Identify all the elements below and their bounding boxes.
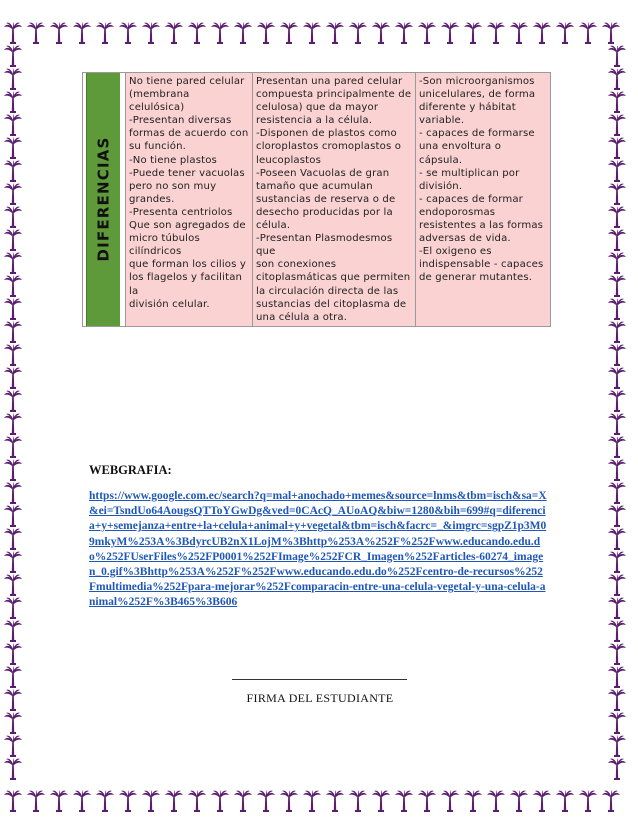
palm-tree-icon xyxy=(4,114,22,136)
palm-tree-icon xyxy=(4,68,22,90)
palm-tree-icon xyxy=(608,712,626,734)
palm-tree-icon xyxy=(510,790,528,812)
palm-tree-icon xyxy=(4,137,22,159)
palm-tree-icon xyxy=(4,229,22,251)
palm-tree-icon xyxy=(27,790,45,812)
palm-tree-icon xyxy=(464,790,482,812)
palm-tree-icon xyxy=(165,22,183,44)
palm-tree-icon xyxy=(4,482,22,504)
palm-tree-icon xyxy=(349,22,367,44)
palm-tree-icon xyxy=(608,45,626,67)
palm-tree-icon xyxy=(608,528,626,550)
cell-animal-text: No tiene pared celular (membrana celulósica) -Presentan diversas formas de acuerdo con su función. -No tiene plastos -Puede tener vacuolas pero no son muy grandes. -Presenta centriolos Que son agregados de micro túbulos cilíndricos que forman los cilios y los flagelos y facilitan la división celular. xyxy=(129,76,249,310)
palm-tree-icon xyxy=(142,790,160,812)
palm-tree-icon xyxy=(119,790,137,812)
cell-plant xyxy=(253,73,416,327)
signature-line xyxy=(232,679,407,680)
palm-tree-icon xyxy=(73,22,91,44)
palm-tree-icon xyxy=(4,22,22,44)
palm-tree-icon xyxy=(4,620,22,642)
palm-tree-icon xyxy=(602,790,620,812)
palm-tree-icon xyxy=(326,22,344,44)
palm-tree-icon xyxy=(4,344,22,366)
palm-tree-icon xyxy=(608,643,626,665)
palm-tree-icon xyxy=(96,790,114,812)
palm-tree-icon xyxy=(303,790,321,812)
palm-tree-icon xyxy=(556,790,574,812)
palm-tree-icon xyxy=(4,790,22,812)
palm-tree-icon xyxy=(349,790,367,812)
palm-tree-icon xyxy=(608,689,626,711)
cell-bacteria-text: -Son microorganismos unicelulares, de forma diferente y hábitat variable. - capaces de formarse una envoltura o cápsula. - se multiplican por división. - capaces de formar endoporosmas resistentes a las formas adversas de vida. -El oxigeno es indispensable - capaces de generar mutantes. xyxy=(419,76,544,284)
palm-tree-icon xyxy=(533,22,551,44)
palm-tree-icon xyxy=(257,22,275,44)
palm-tree-icon xyxy=(602,22,620,44)
palm-tree-icon xyxy=(4,574,22,596)
palm-tree-icon xyxy=(119,22,137,44)
palm-tree-icon xyxy=(608,206,626,228)
palm-tree-icon xyxy=(4,551,22,573)
palm-tree-icon xyxy=(608,758,626,780)
palm-tree-icon xyxy=(280,790,298,812)
palm-tree-icon xyxy=(4,758,22,780)
palm-tree-icon xyxy=(27,22,45,44)
palm-tree-icon xyxy=(4,183,22,205)
palm-tree-icon xyxy=(4,160,22,182)
palm-tree-icon xyxy=(4,91,22,113)
palm-tree-icon xyxy=(608,390,626,412)
palm-tree-icon xyxy=(395,22,413,44)
palm-tree-icon xyxy=(4,712,22,734)
palm-tree-icon xyxy=(441,22,459,44)
palm-tree-icon xyxy=(188,22,206,44)
palm-tree-icon xyxy=(418,22,436,44)
palm-tree-icon xyxy=(326,790,344,812)
palm-tree-icon xyxy=(188,790,206,812)
palm-tree-icon xyxy=(608,298,626,320)
palm-tree-icon xyxy=(142,22,160,44)
palm-tree-icon xyxy=(608,436,626,458)
palm-tree-icon xyxy=(4,390,22,412)
palm-tree-icon xyxy=(4,321,22,343)
palm-tree-icon xyxy=(487,790,505,812)
palm-tree-icon xyxy=(4,735,22,757)
palm-tree-icon xyxy=(608,482,626,504)
palm-tree-icon xyxy=(608,735,626,757)
palm-tree-icon xyxy=(4,505,22,527)
palm-tree-icon xyxy=(418,790,436,812)
palm-tree-icon xyxy=(211,22,229,44)
differences-table xyxy=(82,72,544,323)
palm-tree-icon xyxy=(441,790,459,812)
palm-tree-icon xyxy=(608,137,626,159)
row-label-cell xyxy=(83,73,126,327)
palm-tree-icon xyxy=(608,666,626,688)
palm-tree-icon xyxy=(303,22,321,44)
cell-animal xyxy=(126,73,253,327)
palm-tree-icon xyxy=(4,436,22,458)
palm-tree-icon xyxy=(4,597,22,619)
palm-tree-icon xyxy=(608,68,626,90)
palm-tree-icon xyxy=(608,574,626,596)
palm-tree-icon xyxy=(608,367,626,389)
webgrafia-link[interactable]: https://www.google.com.ec/search?q=mal+anochado+memes&source=lnms&tbm=isch&sa=X&ei=TsndUo64AougsQTToYGwDg&ved=0CAcQ_AUoAQ&biw=1280&bih=699#q=diferencia+y+semejanza+entre+la+celula+animal+y+vegetal&tbm=isch&facrc=_&imgrc=sgpZ1p3M09mkyM%253A%3BdyrcUB2nX1LojM%3Bhttp%253A%252F%252Fwww.educando.edu.do%252FUserFiles%252FP0001%252FImage%252FCR_Imagen%252Farticles-60274_imagen_0.gif%3Bhttp%253A%252F%252Fwww.educando.edu.do%252Fcentro-de-recursos%252Fmultimedia%252Fpara-mejorar%252Fcomparacin-entre-una-celula-vegetal-y-una-celula-animal%252F%3B465%3B606 xyxy=(89,490,547,609)
palm-tree-icon xyxy=(608,91,626,113)
palm-tree-icon xyxy=(4,413,22,435)
palm-tree-icon xyxy=(4,689,22,711)
palm-tree-icon xyxy=(608,344,626,366)
palm-tree-icon xyxy=(608,551,626,573)
palm-tree-icon xyxy=(4,298,22,320)
palm-tree-icon xyxy=(608,160,626,182)
palm-tree-icon xyxy=(372,790,390,812)
palm-tree-icon xyxy=(4,206,22,228)
palm-tree-icon xyxy=(280,22,298,44)
palm-tree-icon xyxy=(608,252,626,274)
palm-tree-icon xyxy=(395,790,413,812)
palm-tree-icon xyxy=(4,528,22,550)
palm-tree-icon xyxy=(608,620,626,642)
webgrafia-heading: WEBGRAFIA: xyxy=(89,463,172,477)
palm-tree-icon xyxy=(608,505,626,527)
palm-tree-icon xyxy=(487,22,505,44)
palm-tree-icon xyxy=(579,22,597,44)
palm-tree-icon xyxy=(50,22,68,44)
palm-tree-icon xyxy=(4,459,22,481)
palm-tree-icon xyxy=(608,321,626,343)
palm-tree-icon xyxy=(96,22,114,44)
palm-tree-icon xyxy=(165,790,183,812)
palm-tree-icon xyxy=(4,45,22,67)
palm-tree-icon xyxy=(4,666,22,688)
palm-tree-icon xyxy=(608,275,626,297)
palm-tree-icon xyxy=(73,790,91,812)
palm-tree-icon xyxy=(257,790,275,812)
palm-tree-icon xyxy=(372,22,390,44)
signature-label: FIRMA DEL ESTUDIANTE xyxy=(246,691,394,705)
palm-tree-icon xyxy=(510,22,528,44)
palm-tree-icon xyxy=(4,252,22,274)
palm-tree-icon xyxy=(608,413,626,435)
palm-tree-icon xyxy=(608,229,626,251)
palm-tree-icon xyxy=(234,790,252,812)
palm-tree-icon xyxy=(533,790,551,812)
palm-tree-icon xyxy=(50,790,68,812)
palm-tree-icon xyxy=(211,790,229,812)
palm-tree-icon xyxy=(579,790,597,812)
palm-tree-icon xyxy=(556,22,574,44)
palm-tree-icon xyxy=(4,275,22,297)
palm-tree-icon xyxy=(608,459,626,481)
palm-tree-icon xyxy=(464,22,482,44)
cell-plant-text: Presentan una pared celular compuesta principalmente de celulosa) que da mayor resistencia a la célula. -Disponen de plastos como cloroplastos cromoplastos o leucoplastos -Poseen Vacuolas de gran tamaño que acumulan sustancias de reserva o de desecho producidas por la célula. -Presentan Plasmodesmos que son conexiones citoplasmáticas que permiten la circulación directa de las sustancias del citoplasma de una célula a otra. xyxy=(256,76,412,323)
palm-tree-icon xyxy=(608,114,626,136)
row-label: DIFERENCIAS xyxy=(94,136,113,262)
cell-bacteria xyxy=(416,73,551,327)
palm-tree-icon xyxy=(608,597,626,619)
palm-tree-icon xyxy=(4,367,22,389)
palm-tree-icon xyxy=(234,22,252,44)
palm-tree-icon xyxy=(608,183,626,205)
palm-tree-icon xyxy=(4,643,22,665)
